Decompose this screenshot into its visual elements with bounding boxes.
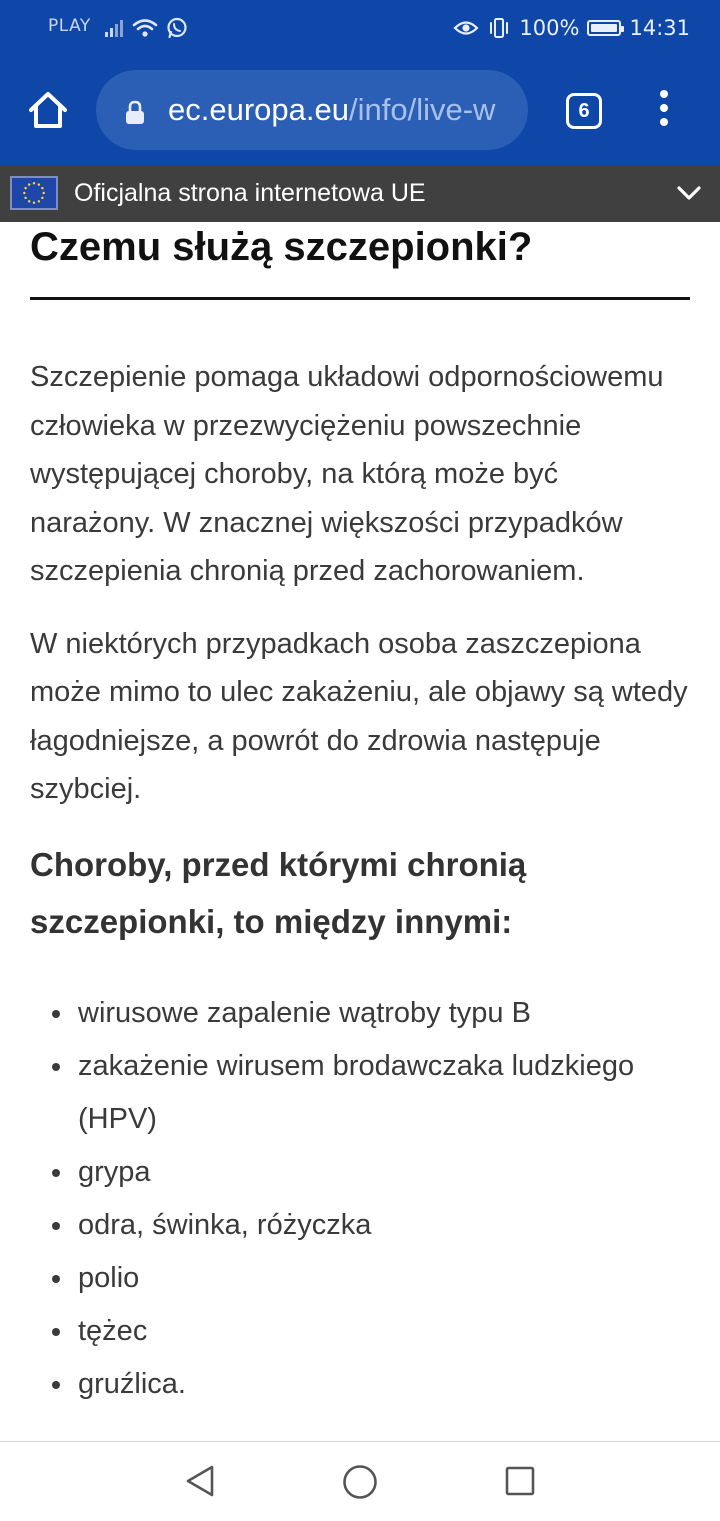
clock: 14:31 — [629, 16, 690, 40]
list-item: wirusowe zapalenie wątroby typu B — [30, 987, 690, 1040]
list-item: grypa — [30, 1146, 690, 1199]
browser-toolbar — [0, 56, 720, 166]
vibrate-icon — [487, 16, 511, 40]
back-icon[interactable] — [184, 1464, 216, 1498]
recents-icon[interactable] — [505, 1466, 535, 1496]
list-item: tężec — [30, 1305, 690, 1358]
url-host: ec.europa.eu — [168, 92, 349, 127]
article-paragraph: Szczepienie pomaga układowi odpornościowemu człowieka w przezwyciężeniu powszechnie występującej choroby, na którą może być narażony. W znacznej większości przypadków szczepienia chronią przed zachorowaniem. — [30, 361, 664, 587]
article-paragraph: W niektórych przypadkach osoba zaszczepiona może mimo to ulec zakażeniu, ale objawy są wtedy łagodniejsze, a powrót do zdrowia następuje szybciej. — [30, 627, 688, 805]
home-circle-icon[interactable] — [342, 1464, 378, 1500]
chevron-down-icon[interactable] — [676, 182, 702, 204]
whatsapp-icon — [166, 17, 188, 39]
address-bar[interactable] — [96, 70, 528, 150]
diseases-list — [30, 987, 690, 1411]
eu-banner-text: Oficjalna strona internetowa UE — [74, 179, 426, 207]
url-text — [168, 92, 495, 128]
eu-flag-icon — [10, 176, 58, 210]
status-icons-left — [104, 15, 188, 41]
section-heading: Choroby, przed którymi chronią szczepionki, to między innymi: — [30, 845, 527, 940]
tab-switcher-button[interactable]: 6 — [566, 93, 602, 129]
lock-icon — [124, 100, 146, 126]
battery-icon — [587, 20, 621, 36]
overflow-menu-icon[interactable] — [650, 90, 678, 134]
system-navigation-bar — [0, 1441, 720, 1521]
eu-official-banner[interactable] — [0, 166, 720, 222]
status-icons-right — [453, 14, 690, 42]
status-bar — [0, 0, 720, 56]
wifi-icon — [132, 17, 158, 39]
article-content — [30, 222, 690, 1411]
list-item: polio — [30, 1252, 690, 1305]
url-path: /info/live-w — [348, 92, 496, 127]
page-title: Czemu służą szczepionki? — [30, 225, 533, 269]
home-icon[interactable] — [26, 88, 70, 132]
signal-icon — [104, 18, 124, 38]
list-item: zakażenie wirusem brodawczaka ludzkiego (HPV) — [30, 1040, 690, 1146]
carrier-name: PLAY — [48, 16, 91, 36]
title-divider — [30, 297, 690, 300]
list-item: gruźlica. — [30, 1358, 690, 1411]
battery-percent: 100% — [519, 16, 580, 40]
eye-comfort-icon — [453, 18, 479, 38]
list-item: odra, świnka, różyczka — [30, 1199, 690, 1252]
